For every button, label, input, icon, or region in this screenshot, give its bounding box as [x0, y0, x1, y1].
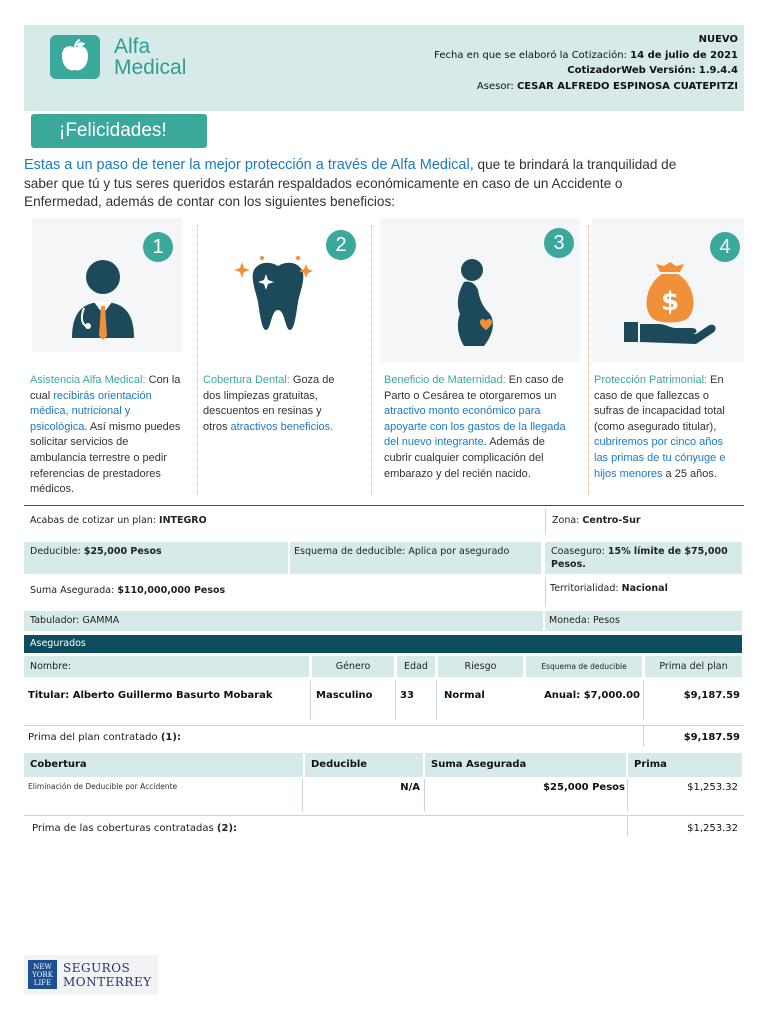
deductible-label: Deducible: — [30, 546, 81, 557]
benefit-title-1: Asistencia Alfa Medical: — [30, 374, 146, 386]
footer-brand — [63, 961, 152, 989]
status-label: NUEVO — [698, 34, 738, 45]
benefit-text-part: a 25 años. — [662, 467, 717, 480]
deductible-cell — [24, 542, 288, 574]
brand-name — [114, 36, 186, 78]
zone-label: Zona: — [552, 515, 580, 526]
benefit-text-4 — [594, 373, 739, 482]
col-gender: Género — [312, 656, 394, 677]
coverage-total-ref: (2): — [216, 823, 238, 834]
benefit-number-4: 4 — [710, 232, 740, 262]
sum-label: Suma Asegurada: — [30, 585, 115, 596]
insured-scheme: Anual: $7,000.00 — [544, 690, 640, 701]
plan-row — [24, 514, 207, 527]
apple-logo-icon — [50, 35, 100, 79]
insured-age: 33 — [400, 690, 414, 701]
sum-row — [24, 584, 225, 597]
congrats-banner: ¡Felicidades! — [31, 114, 207, 148]
benefit-number-1: 1 — [143, 232, 173, 262]
divider — [424, 779, 425, 811]
row-divider — [24, 725, 744, 726]
col-scheme: Esquema de deducible — [526, 656, 642, 677]
header-band — [24, 25, 744, 111]
quote-meta — [434, 32, 738, 94]
divider — [643, 680, 644, 720]
coverage-total-label — [26, 822, 237, 835]
plan-label: Acabas de cotizar un plan: — [30, 515, 157, 526]
scheme-value: Aplica por asegurado — [408, 546, 510, 557]
col-premium: Prima del plan — [645, 656, 742, 677]
footer-brand-line-2: MONTERREY — [63, 975, 152, 989]
territory-label: Territorialidad: — [550, 583, 619, 594]
col-coverage: Cobertura — [24, 753, 303, 777]
benefit-text-part: . Además de cubrir cualquier complicación del embarazo y del recién nacido. — [384, 436, 545, 480]
col-coverage-deductible: Deducible — [305, 753, 423, 777]
coinsurance-cell — [545, 542, 742, 574]
currency-value: Pesos — [592, 615, 620, 626]
brand-line-2: Medical — [114, 56, 187, 79]
plan-value: INTEGRO — [159, 515, 207, 526]
benefit-text-part: En caso de que fallezcas o sufras de incapacidad total (como asegurado titular), — [594, 374, 725, 433]
territory-value: Nacional — [621, 583, 668, 594]
insured-section-header: Asegurados — [24, 635, 742, 653]
benefit-text-part: En caso de Parto o Cesárea te otorgaremos un — [384, 374, 564, 402]
benefit-text-2 — [203, 373, 345, 435]
coverage-name: Eliminación de Deducible por Accidente — [28, 782, 178, 791]
zone-value: Centro-Sur — [582, 515, 641, 526]
divider — [302, 779, 303, 811]
divider — [371, 225, 372, 495]
benefit-number-3: 3 — [544, 228, 574, 258]
insured-premium: $9,187.59 — [683, 690, 740, 701]
col-name: Nombre: — [24, 656, 309, 677]
benefit-text-part: . Así mismo puedes solicitar servicios de ambulancia terrestre o pedir referencias de prestadores médicos. — [30, 420, 181, 496]
col-coverage-premium: Prima — [628, 753, 742, 777]
insured-name: Titular: Alberto Guillermo Basurto Mobarak — [28, 690, 273, 701]
benefit-text-1 — [30, 373, 182, 498]
col-age: Edad — [397, 656, 435, 677]
date-value: 14 de julio de 2021 — [630, 49, 738, 61]
benefit-number-2: 2 — [326, 230, 356, 260]
benefit-title-4: Protección Patrimonial: — [594, 374, 708, 386]
version-label: CotizadorWeb Versión: — [567, 65, 696, 76]
coverage-total-text: Prima de las coberturas contratadas — [32, 823, 214, 834]
benefit-title-2: Cobertura Dental: — [203, 374, 290, 386]
divider — [197, 225, 198, 495]
version-value: 1.9.4.4 — [698, 65, 738, 76]
currency-cell — [545, 611, 742, 631]
divider — [643, 726, 644, 746]
divider — [310, 680, 311, 720]
col-coverage-sum: Suma Asegurada — [425, 753, 626, 777]
sum-value: $110,000,000 Pesos — [117, 585, 226, 596]
intro-rest: que te brindará la tranquilidad de saber que tú y tus seres queridos estarán respaldados económicamente en caso de un Accidente o Enfermedad, además de contar con los siguientes beneficios: — [24, 157, 677, 209]
coinsurance-value: 15% límite de $75,000 Pesos. — [551, 546, 728, 570]
divider — [588, 225, 589, 495]
date-label: Fecha en que se elaboró la Cotización: — [434, 49, 627, 61]
advisor-label: Asesor: — [476, 80, 514, 92]
tabulator-value: GAMMA — [82, 615, 120, 626]
tabulator-label: Tabulador: — [30, 615, 80, 626]
section-divider — [24, 505, 744, 506]
currency-label: Moneda: — [549, 615, 590, 626]
benefit-highlight-3: atractivo monto económico para apoyarte con los gastos de la llegada del nuevo integrante — [384, 405, 566, 449]
benefit-highlight-1: recibirás orientación médica, nutricional y psicológica — [30, 389, 152, 433]
footer-brand-line-1: SEGUROS — [63, 961, 131, 975]
plan-premium-total-value: $9,187.59 — [683, 732, 740, 743]
plan-total-ref: (1): — [160, 732, 181, 743]
new-york-life-logo-icon: NEW YORK LIFE — [28, 960, 57, 989]
advisor-value: CESAR ALFREDO ESPINOSA CUATEPITZI — [516, 80, 738, 92]
coverage-sum: $25,000 Pesos — [543, 782, 625, 793]
scheme-label: Esquema de deducible: — [294, 546, 406, 557]
territory-row — [544, 582, 668, 595]
insured-gender: Masculino — [316, 690, 373, 701]
divider — [436, 680, 437, 720]
benefit-text-part: Goza de dos limpiezas gratuitas, descuentos en resinas y otros — [203, 374, 335, 433]
benefit-title-3: Beneficio de Maternidad: — [384, 374, 506, 386]
svg-text:$: $ — [660, 287, 680, 317]
seguros-monterrey-logo — [24, 955, 158, 995]
benefit-highlight-2: atractivos beneficios. — [230, 420, 334, 433]
benefit-highlight-4: cubriremos por cinco años las primas de tu cónyuge e hijos menores — [594, 436, 726, 480]
plan-total-label: Prima del plan contratado — [28, 732, 158, 743]
intro-highlight: Estas a un paso de tener la mejor protección a través de Alfa Medical, — [24, 157, 474, 173]
coverage-deductible: N/A — [400, 782, 420, 793]
zone-row — [546, 514, 641, 527]
row-divider — [24, 815, 744, 816]
plan-premium-total-label — [22, 731, 181, 744]
benefit-text-part: Con la cual — [30, 374, 181, 402]
coverage-premium: $1,253.32 — [687, 782, 738, 793]
scheme-cell — [290, 542, 541, 574]
coverage-total-value: $1,253.32 — [687, 823, 738, 834]
deductible-value: $25,000 Pesos — [83, 546, 162, 557]
coinsurance-label: Coaseguro: — [551, 546, 605, 557]
col-risk: Riesgo — [438, 656, 523, 677]
brand-line-1: Alfa — [114, 35, 151, 58]
benefit-text-3 — [384, 373, 569, 482]
tabulator-cell — [24, 611, 543, 631]
insured-risk: Normal — [444, 690, 485, 701]
divider — [395, 680, 396, 720]
intro-paragraph — [24, 156, 684, 212]
